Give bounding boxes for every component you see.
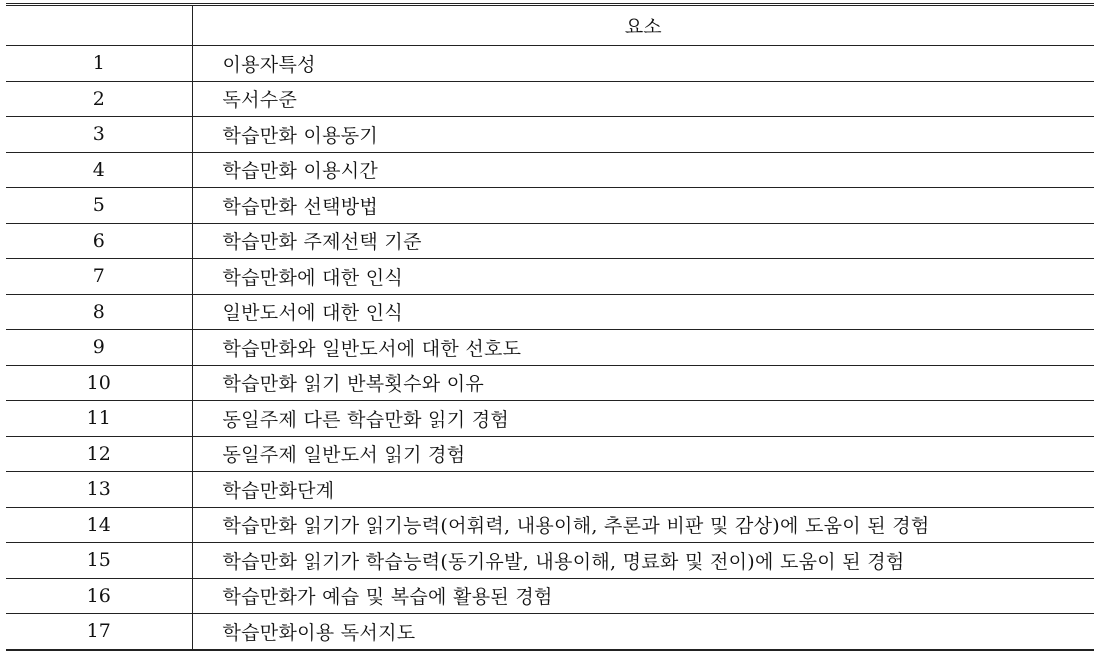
table-header (6, 5, 1094, 46)
row-element: 학습만화 읽기가 읽기능력(어휘력, 내용이해, 추론과 비판 및 감상)에 도움이 된 경험 (192, 507, 1094, 543)
row-element: 동일주제 일반도서 읽기 경험 (192, 436, 1094, 472)
header-number-cell (6, 5, 192, 46)
table-row (6, 152, 1094, 188)
table-row (6, 614, 1094, 650)
row-element: 학습만화단계 (192, 472, 1094, 508)
row-number: 12 (6, 436, 192, 472)
row-element: 학습만화이용 독서지도 (192, 614, 1094, 650)
elements-table-container (6, 3, 1094, 651)
table-row (6, 365, 1094, 401)
row-number: 8 (6, 294, 192, 330)
row-element: 학습만화에 대한 인식 (192, 259, 1094, 295)
row-number: 14 (6, 507, 192, 543)
table-row (6, 578, 1094, 614)
row-element: 학습만화 읽기 반복횟수와 이유 (192, 365, 1094, 401)
row-number: 13 (6, 472, 192, 508)
row-element: 학습만화 이용시간 (192, 152, 1094, 188)
row-element: 학습만화 읽기가 학습능력(동기유발, 내용이해, 명료화 및 전이)에 도움이 된 경험 (192, 543, 1094, 579)
row-number: 11 (6, 401, 192, 437)
row-element: 학습만화 주제선택 기준 (192, 223, 1094, 259)
row-number: 16 (6, 578, 192, 614)
row-element: 학습만화 이용동기 (192, 117, 1094, 153)
table-row (6, 401, 1094, 437)
row-element: 학습만화 선택방법 (192, 188, 1094, 224)
table-row (6, 81, 1094, 117)
row-element: 동일주제 다른 학습만화 읽기 경험 (192, 401, 1094, 437)
row-element: 학습만화와 일반도서에 대한 선호도 (192, 330, 1094, 366)
row-element: 일반도서에 대한 인식 (192, 294, 1094, 330)
row-number: 1 (6, 46, 192, 82)
row-number: 17 (6, 614, 192, 650)
table-row (6, 330, 1094, 366)
row-element: 이용자특성 (192, 46, 1094, 82)
table-row (6, 223, 1094, 259)
table-row (6, 472, 1094, 508)
row-number: 5 (6, 188, 192, 224)
table-row (6, 507, 1094, 543)
row-number: 7 (6, 259, 192, 295)
elements-table (6, 3, 1094, 651)
table-row (6, 188, 1094, 224)
row-number: 6 (6, 223, 192, 259)
table-body (6, 46, 1094, 650)
row-number: 9 (6, 330, 192, 366)
table-row (6, 543, 1094, 579)
row-element: 학습만화가 예습 및 복습에 활용된 경험 (192, 578, 1094, 614)
row-element: 독서수준 (192, 81, 1094, 117)
header-element-cell: 요소 (192, 5, 1094, 46)
row-number: 2 (6, 81, 192, 117)
table-row (6, 294, 1094, 330)
row-number: 3 (6, 117, 192, 153)
table-row (6, 46, 1094, 82)
table-row (6, 117, 1094, 153)
table-row (6, 436, 1094, 472)
table-row (6, 259, 1094, 295)
row-number: 10 (6, 365, 192, 401)
row-number: 15 (6, 543, 192, 579)
row-number: 4 (6, 152, 192, 188)
header-row (6, 5, 1094, 46)
